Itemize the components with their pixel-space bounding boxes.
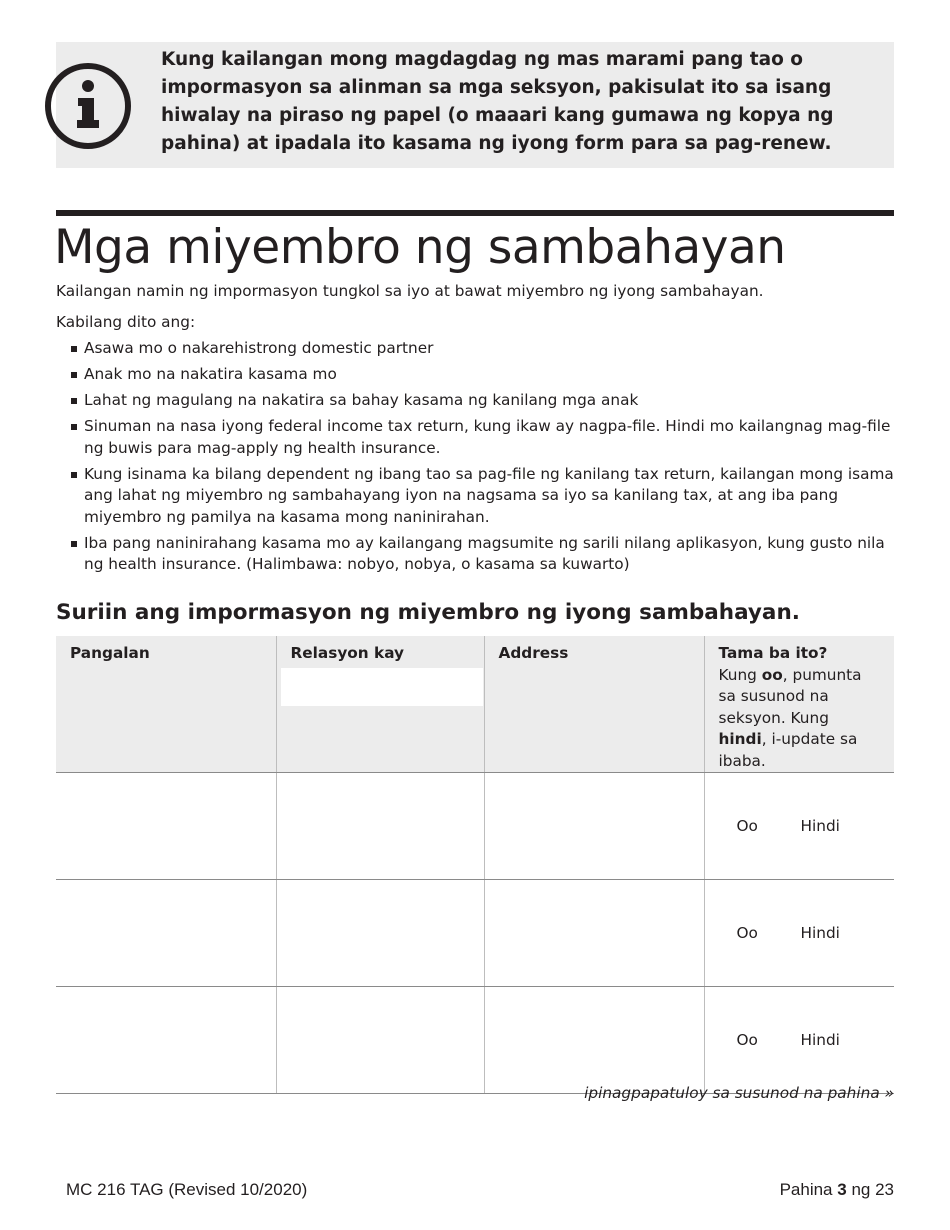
includes-label: Kabilang dito ang: <box>56 313 196 331</box>
section-divider <box>56 210 894 216</box>
option-no[interactable]: Hindi <box>800 924 840 942</box>
column-header-address: Address <box>484 636 704 773</box>
intro-text: Kailangan namin ng impormasyon tungkol sa iyo at bawat miyembro ng iyong sambahayan. <box>56 282 764 300</box>
list-item: Kung isinama ka bilang dependent ng ibang tao sa pag-file ng kanilang tax return, kailangan mong isama ang lahat ng miyembro ng sambahayang iyon na nagsama sa iyo sa kanilang tax, at ang iba pang miyembro ng pamilya na kasama mong naninirahan. <box>56 464 896 529</box>
option-yes[interactable]: Oo <box>736 924 758 942</box>
column-header-relationship: Relasyon kay <box>276 636 484 773</box>
address-cell[interactable] <box>484 773 704 880</box>
continued-note: ipinagpapatuloy sa susunod na pahina » <box>584 1084 894 1102</box>
bullet-icon <box>71 346 77 352</box>
table-row <box>56 880 894 987</box>
confirm-cell <box>704 987 894 1094</box>
page-title: Mga miyembro ng sambahayan <box>54 220 786 275</box>
info-icon <box>44 62 132 150</box>
list-item: Lahat ng magulang na nakatira sa bahay kasama ng kanilang mga anak <box>56 390 896 412</box>
table-header-row <box>56 636 894 773</box>
address-cell[interactable] <box>484 987 704 1094</box>
name-cell[interactable] <box>56 987 276 1094</box>
name-cell[interactable] <box>56 773 276 880</box>
relationship-cell[interactable] <box>276 880 484 987</box>
bullet-icon <box>71 398 77 404</box>
table-row <box>56 773 894 880</box>
table-row <box>56 987 894 1094</box>
relationship-cell[interactable] <box>276 773 484 880</box>
section-heading: Suriin ang impormasyon ng miyembro ng iyong sambahayan. <box>56 600 800 625</box>
address-cell[interactable] <box>484 880 704 987</box>
confirm-cell <box>704 880 894 987</box>
relationship-cell[interactable] <box>276 987 484 1094</box>
option-yes[interactable]: Oo <box>736 817 758 835</box>
bullet-icon <box>71 372 77 378</box>
column-header-name: Pangalan <box>56 636 276 773</box>
relationship-name-field[interactable] <box>281 668 483 706</box>
bullet-icon <box>71 424 77 430</box>
column-header-correct: Tama ba ito? Kung oo, pumunta sa susunod na seksyon. Kung hindi, i-update sa ibaba. <box>704 636 894 773</box>
form-id: MC 216 TAG (Revised 10/2020) <box>66 1180 308 1199</box>
name-cell[interactable] <box>56 880 276 987</box>
confirm-cell <box>704 773 894 880</box>
list-item: Asawa mo o nakarehistrong domestic partner <box>56 338 896 360</box>
option-no[interactable]: Hindi <box>800 817 840 835</box>
bullet-icon <box>71 541 77 547</box>
page-number: Pahina 3 ng 23 <box>779 1180 894 1199</box>
column-header-instructions: Kung oo, pumunta sa susunod na seksyon. Kung hindi, i-update sa ibaba. <box>718 665 862 770</box>
list-item: Anak mo na nakatira kasama mo <box>56 364 896 386</box>
option-no[interactable]: Hindi <box>800 1031 840 1049</box>
info-callout-text: Kung kailangan mong magdagdag ng mas marami pang tao o impormasyon sa alinman sa mga seksyon, pakisulat ito sa isang hiwalay na piraso ng papel (o maaari kang gumawa ng kopya ng pahina) at ipadala ito kasama ng iyong form para sa pag-renew. <box>161 49 834 154</box>
household-members-table <box>56 636 894 1094</box>
option-yes[interactable]: Oo <box>736 1031 758 1049</box>
list-item: Iba pang naninirahang kasama mo ay kailangang magsumite ng sarili nilang aplikasyon, kung gusto nila ng health insurance. (Halimbawa: nobyo, nobya, o kasama sa kuwarto) <box>56 533 896 576</box>
household-criteria-list <box>56 338 896 580</box>
bullet-icon <box>71 472 77 478</box>
list-item: Sinuman na nasa iyong federal income tax return, kung ikaw ay nagpa-file. Hindi mo kailangnag mag-file ng buwis para mag-apply ng health insurance. <box>56 416 896 459</box>
